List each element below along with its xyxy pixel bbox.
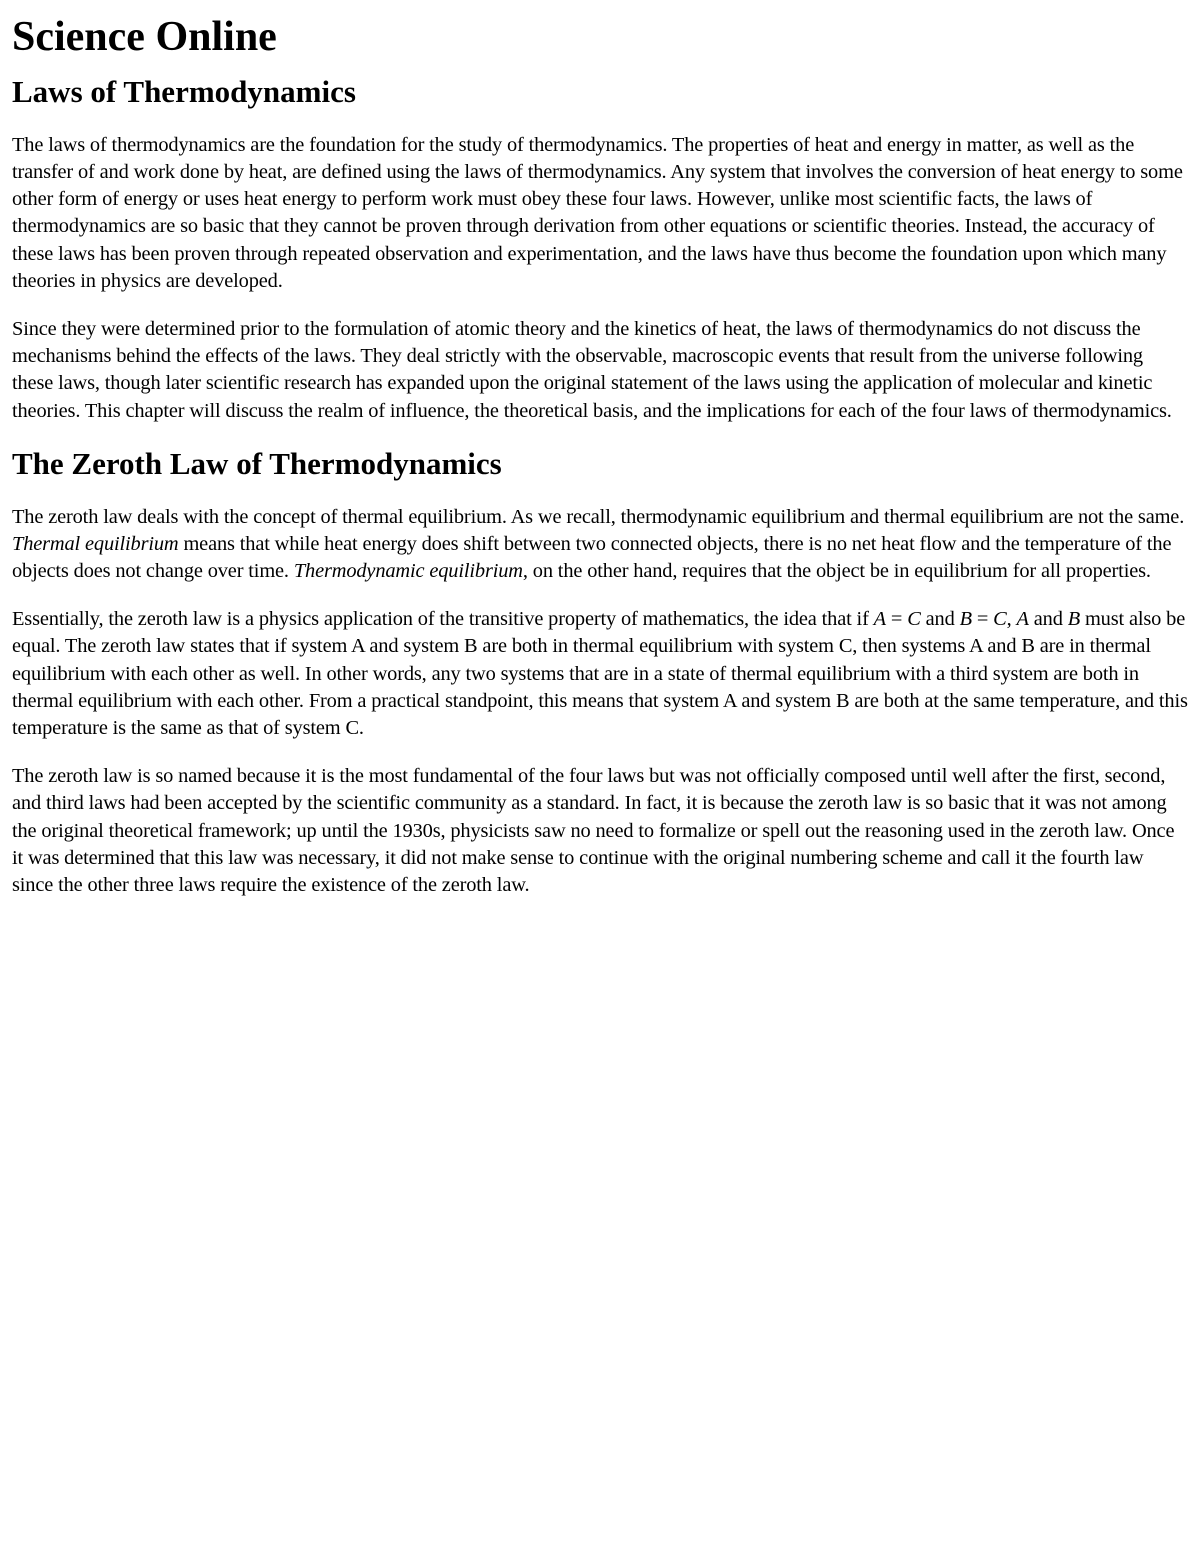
math-variable: B	[959, 608, 972, 631]
section-zeroth-law	[12, 446, 1188, 899]
text-run: must also be equal. The zeroth law states that if system A and system B are both in thermal equilibrium with system C, then systems A and B are in thermal equilibrium with each other as well. In other words, any two systems that are in a state of thermal equilibrium with a third system are both in thermal equilibrium with each other. From a practical standpoint, this means that system A and system B are both at the same temperature, and this temperature is the same as that of system C.	[12, 608, 1188, 739]
term-thermal-equilibrium: Thermal equilibrium	[12, 532, 179, 555]
paragraph: The zeroth law is so named because it is the most fundamental of the four laws but was not officially composed until well after the first, second, and third laws had been accepted by the scientific community as a standard. In fact, it is because the zeroth law is so basic that it was not among the original theoretical framework; up until the 1930s, physicists saw no need to formalize or spell out the reasoning used in the zeroth law. Once it was determined that this law was necessary, it did not make sense to continue with the original numbering scheme and call it the fourth law since the other three laws require the existence of the zeroth law.	[12, 765, 1175, 896]
math-variable: B	[1067, 608, 1081, 631]
paragraph: Since they were determined prior to the formulation of atomic theory and the kinetics of heat, the laws of thermodynamics do not discuss the mechanisms behind the effects of the laws. They deal strictly with the observable, macroscopic events that result from the universe following these laws, though later scientific research has expanded upon the original statement of the laws using the application of molecular and kinetic theories. This chapter will discuss the realm of influence, the theoretical basis, and the implications for each of the four laws of thermodynamics.	[12, 318, 1172, 422]
text-run: and	[920, 608, 960, 631]
text-run: =	[885, 608, 908, 631]
math-variable: A	[873, 608, 886, 631]
text-run: means that while heat energy does shift between two connected objects, there is no net heat flow and the temperature of the objects does not change over time.	[12, 532, 1172, 582]
section-heading: The Zeroth Law of Thermodynamics	[12, 445, 502, 481]
section-laws-of-thermodynamics	[12, 74, 1188, 425]
text-run: =	[971, 608, 994, 631]
text-run: The zeroth law deals with the concept of thermal equilibrium. As we recall, thermodynamic equilibrium and thermal equilibrium are not the same.	[12, 505, 1185, 528]
math-variable: C	[907, 608, 921, 631]
text-run: Essentially, the zeroth law is a physics application of the transitive property of mathematics, the idea that if	[12, 608, 874, 631]
text-run: , on the other hand, requires that the object be in equilibrium for all properties.	[522, 559, 1151, 582]
section-heading: Laws of Thermodynamics	[12, 74, 356, 110]
term-thermodynamic-equilibrium: Thermodynamic equilibrium	[293, 559, 523, 582]
site-title: Science Online	[12, 14, 277, 60]
text-run: ,	[1006, 608, 1017, 631]
math-variable: C	[993, 608, 1007, 631]
paragraph	[12, 606, 1188, 742]
paragraph: The laws of thermodynamics are the foundation for the study of thermodynamics. The properties of heat and energy in matter, as well as the transfer of and work done by heat, are defined using the laws of thermodynamics. Any system that involves the conversion of heat energy to some other form of energy or uses heat energy to perform work must obey these four laws. However, unlike most scientific facts, the laws of thermodynamics are so basic that they cannot be proven through derivation from other equations or scientific theories. Instead, the accuracy of these laws has been proven through repeated observation and experimentation, and the laws have thus become the foundation upon which many theories in physics are developed.	[12, 133, 1183, 292]
paragraph	[12, 504, 1188, 586]
math-variable: A	[1016, 608, 1029, 631]
text-run: and	[1028, 608, 1068, 631]
